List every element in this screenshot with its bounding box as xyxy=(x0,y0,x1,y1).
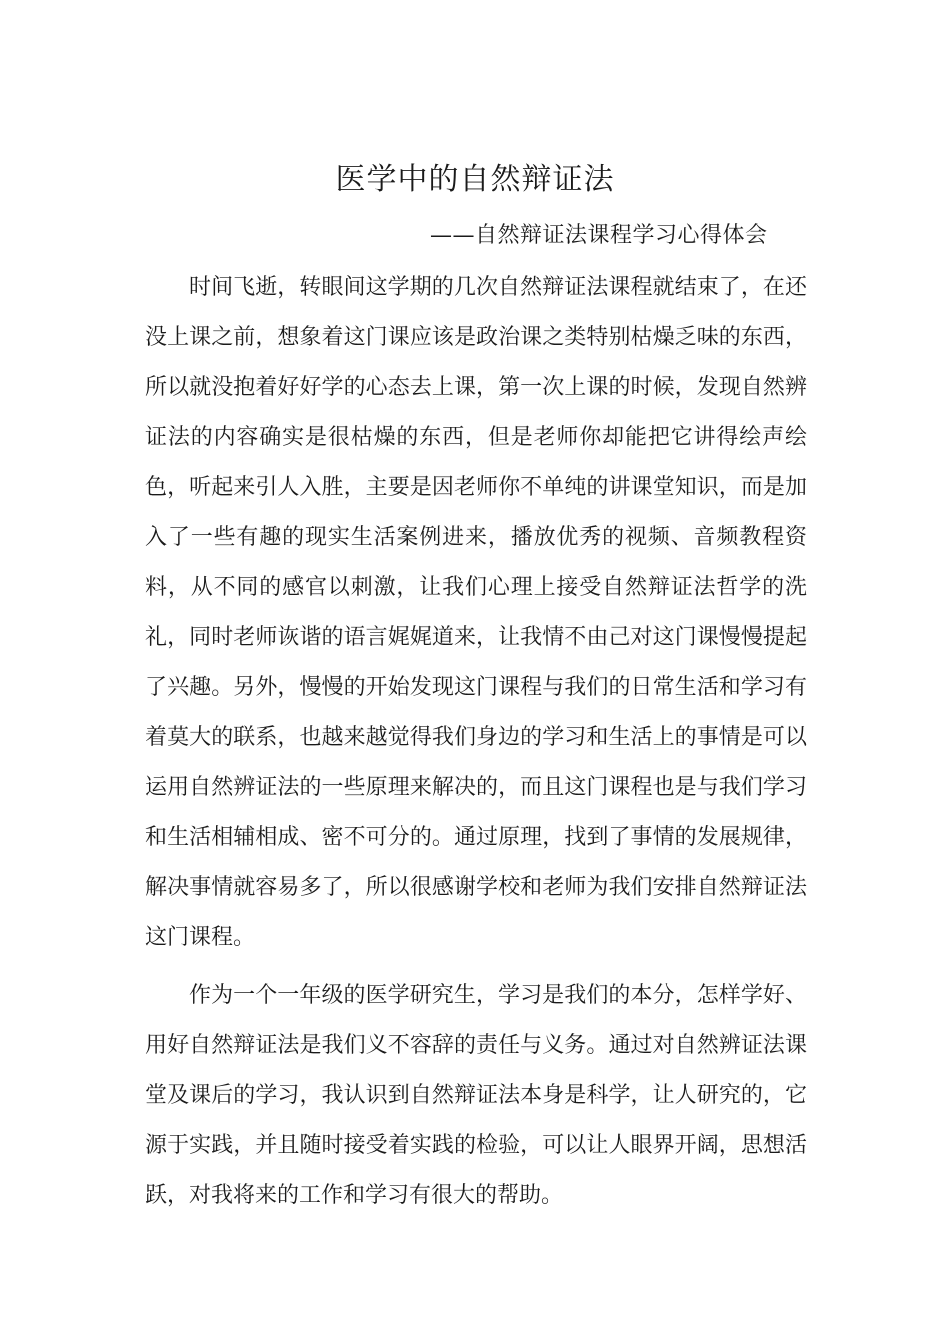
body-paragraph-2: 作为一个一年级的医学研究生，学习是我们的本分，怎样学好、用好自然辩证法是我们义不容辞的责任与义务。通过对自然辨证法课堂及课后的学习，我认识到自然辩证法本身是科学，让人研究的，它源于实践，并且随时接受着实践的检验，可以让人眼界开阔，思想活跃，对我将来的工作和学习有很大的帮助。 xyxy=(145,983,807,1208)
body-paragraph-1: 时间飞逝，转眼间这学期的几次自然辩证法课程就结束了，在还没上课之前，想象着这门课应该是政治课之类特别枯燥乏味的东西，所以就没抱着好好学的心态去上课，第一次上课的时候，发现自然辨证法的内容确实是很枯燥的东西，但是老师你却能把它讲得绘声绘色，听起来引人入胜，主要是因老师你不单纯的讲课堂知识，而是加入了一些有趣的现实生活案例进来，播放优秀的视频、音频教程资料，从不同的感官以刺激，让我们心理上接受自然辩证法哲学的洗礼，同时老师诙谐的语言娓娓道来，让我情不由己对这门课慢慢提起了兴趣。另外，慢慢的开始发现这门课程与我们的日常生活和学习有着莫大的联系，也越来越觉得我们身边的学习和生活上的事情是可以运用自然辨证法的一些原理来解决的，而且这门课程也是与我们学习和生活相辅相成、密不可分的。通过原理，找到了事情的发展规律，解决事情就容易多了，所以很感谢学校和老师为我们安排自然辩证法这门课程。 xyxy=(145,275,807,950)
document-body xyxy=(145,263,807,1221)
document-subtitle: ——自然辩证法课程学习心得体会 xyxy=(430,223,768,248)
document-title: 医学中的自然辩证法 xyxy=(335,162,615,197)
